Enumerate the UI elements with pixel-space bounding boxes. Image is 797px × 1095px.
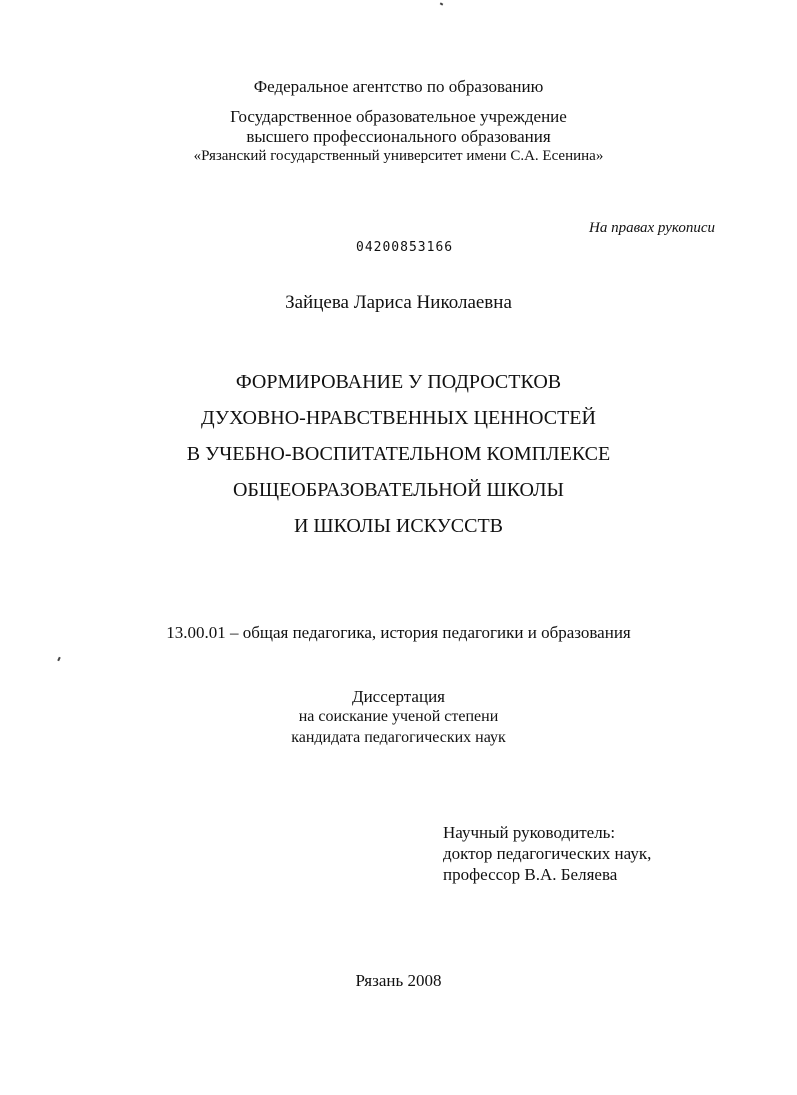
dissertation-line-2: на соискание ученой степени xyxy=(298,708,499,725)
advisor-line-2: доктор педагогических наук, xyxy=(443,844,652,863)
title-line-4: ОБЩЕОБРАЗОВАТЕЛЬНОЙ ШКОЛЫ xyxy=(232,479,564,501)
document-code: 04200853166 xyxy=(356,240,454,255)
advisor-line-1: Научный руководитель: xyxy=(443,823,616,842)
city-year: Рязань 2008 xyxy=(355,971,442,990)
title-line-5: И ШКОЛЫ ИСКУССТВ xyxy=(293,515,504,537)
title-line-3: В УЧЕБНО-ВОСПИТАТЕЛЬНОМ КОМПЛЕКСЕ xyxy=(186,443,611,465)
advisor-line-3: профессор В.А. Беляева xyxy=(443,865,618,884)
dissertation-line-1: Диссертация xyxy=(351,687,445,706)
agency-name: Федеральное агентство по образованию xyxy=(253,77,544,96)
author-name: Зайцева Лариса Николаевна xyxy=(285,292,512,313)
dissertation-line-3: кандидата педагогических наук xyxy=(291,729,506,746)
rights-note: На правах рукописи xyxy=(589,220,715,236)
institution-line-3: «Рязанский государственный университет имени С.А. Есенина» xyxy=(193,148,604,164)
institution-line-2: высшего профессионального образования xyxy=(246,127,551,146)
specialty-code: 13.00.01 – общая педагогика, история педагогики и образования xyxy=(166,623,631,642)
scan-speck-left xyxy=(57,657,61,661)
scan-speck-top xyxy=(440,2,444,5)
title-line-1: ФОРМИРОВАНИЕ У ПОДРОСТКОВ xyxy=(235,371,562,393)
title-line-2: ДУХОВНО-НРАВСТВЕННЫХ ЦЕННОСТЕЙ xyxy=(201,407,596,429)
institution-line-1: Государственное образовательное учреждение xyxy=(230,107,567,126)
